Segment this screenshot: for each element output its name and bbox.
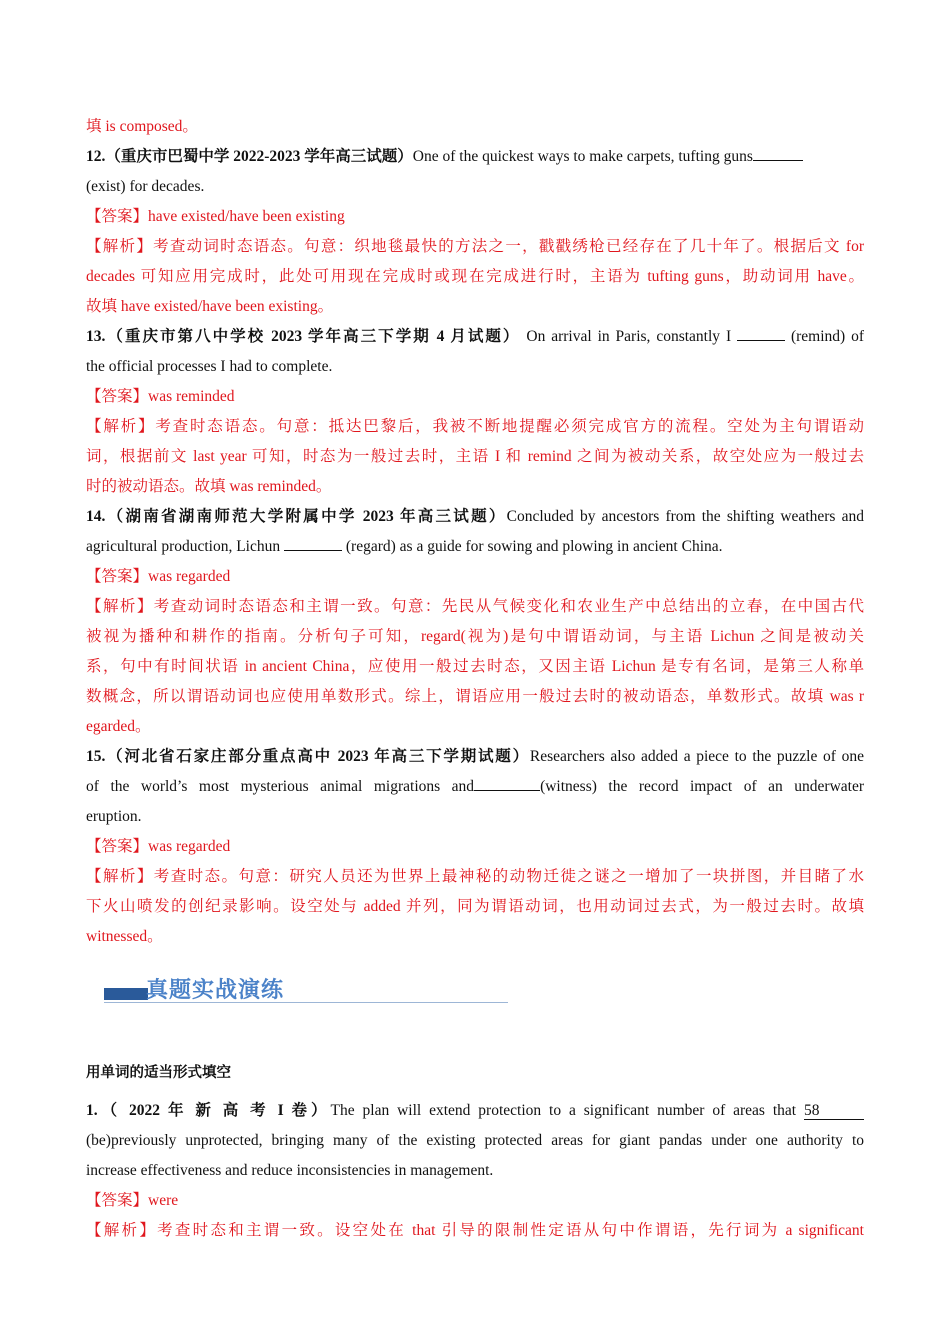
analysis-line: egarded。 bbox=[86, 718, 151, 735]
analysis-line: 故填 have existed/have been existing。 bbox=[86, 298, 334, 315]
question-label: 15.（河北省石家庄部分重点高中 2023 年高三下学期试题） bbox=[86, 748, 530, 765]
answer-blank bbox=[753, 145, 803, 161]
question-text: (regard) as a guide for sowing and plowing in ancient China. bbox=[342, 538, 723, 555]
question-text-line bbox=[86, 532, 864, 562]
document-content bbox=[86, 112, 864, 1246]
question-15 bbox=[86, 742, 864, 772]
question-text: (exist) for decades. bbox=[86, 178, 205, 195]
question-text: (witness) the record impact of an underwater bbox=[540, 778, 864, 795]
question-13 bbox=[86, 322, 864, 352]
analysis-line: 【解析】考查动词时态语态。句意：织地毯最快的方法之一，戳戳绣枪已经存在了几十年了。根据后文 for bbox=[86, 238, 864, 255]
question-text: On arrival in Paris, constantly I bbox=[520, 328, 738, 345]
question-text: The plan will extend protection to a significant number of areas that bbox=[330, 1102, 797, 1119]
question-text-line bbox=[86, 772, 864, 802]
question-text: eruption. bbox=[86, 808, 142, 825]
answer-line: 【答案】was reminded bbox=[86, 388, 235, 405]
question-label: 14.（湖南省湖南师范大学附属中学 2023 年高三试题） bbox=[86, 508, 507, 525]
analysis-line: 词，根据前文 last year 可知，时态为一般过去时，主语 I 和 remind 之间为被动关系，故空处应为一般过去 bbox=[86, 448, 864, 465]
question-text: of the world’s most mysterious animal migrations and bbox=[86, 778, 475, 795]
analysis-line: 下火山喷发的创纪录影响。设空处与 added 并列，同为谓语动词，也用动词过去式，为一般过去时。故填 bbox=[86, 898, 864, 915]
analysis-line: 被视为播种和耕作的指南。分析句子可知，regard(视为)是句中谓语动词，与主语 Lichun 之间是被动关 bbox=[86, 628, 864, 645]
section-banner bbox=[86, 974, 864, 1054]
analysis-line: 填 is composed。 bbox=[86, 118, 198, 135]
answer-line: 【答案】were bbox=[86, 1192, 179, 1209]
question-text: the official processes I had to complete. bbox=[86, 358, 333, 375]
question-text: (remind) of bbox=[785, 328, 864, 345]
question-1 bbox=[86, 1096, 864, 1126]
question-text: agricultural production, Lichun bbox=[86, 538, 284, 555]
question-text: Concluded by ancestors from the shifting weathers and bbox=[506, 508, 864, 525]
answer-blank bbox=[737, 325, 785, 341]
analysis-line: 【解析】考查动词时态语态和主谓一致。句意：先民从气候变化和农业生产中总结出的立春，在中国古代 bbox=[86, 598, 864, 615]
answer-line: 【答案】was regarded bbox=[86, 568, 231, 585]
question-text: (be)previously unprotected, bringing many of the existing protected areas for giant pandas under one authority to bbox=[86, 1132, 864, 1149]
question-14 bbox=[86, 502, 864, 532]
analysis-line: 【解析】考查时态和主谓一致。设空处在 that 引导的限制性定语从句中作谓语，先行词为 a significant bbox=[86, 1222, 864, 1239]
question-label: 12.（重庆市巴蜀中学 2022-2023 学年高三试题） bbox=[86, 148, 413, 165]
analysis-line: 数概念，所以谓语动词也应使用单数形式。综上，谓语应用一般过去时的被动语态，单数形式。故填 was r bbox=[86, 688, 864, 705]
analysis-line: 系，句中有时间状语 in ancient China，应使用一般过去时态，又因主语 Lichun 是专有名词，是第三人称单 bbox=[86, 658, 864, 675]
question-12 bbox=[86, 142, 864, 172]
question-text: Researchers also added a piece to the puzzle of one bbox=[529, 748, 864, 765]
answer-blank-number: 58 bbox=[804, 1103, 864, 1120]
analysis-line: 【解析】考查时态语态。句意：抵达巴黎后，我被不断地提醒必须完成官方的流程。空处为主句谓语动 bbox=[86, 418, 864, 435]
answer-line: 【答案】have existed/have been existing bbox=[86, 208, 345, 225]
analysis-line: witnessed。 bbox=[86, 928, 163, 945]
analysis-line: 【解析】考查时态。句意：研究人员还为世界上最神秘的动物迁徙之谜之一增加了一块拼图，并目睹了水 bbox=[86, 868, 864, 885]
question-label: 13.（重庆市第八中学校 2023 学年高三下学期 4 月试题） bbox=[86, 328, 521, 345]
section-instruction: 用单词的适当形式填空 bbox=[86, 1065, 231, 1081]
section-title: 真题实战演练 bbox=[146, 978, 285, 1003]
question-label: 1.（ 2022 年 新 高 考 I 卷） bbox=[86, 1102, 331, 1119]
banner-bar bbox=[104, 988, 148, 1000]
answer-blank bbox=[284, 535, 342, 551]
analysis-line: 时的被动语态。故填 was reminded。 bbox=[86, 478, 332, 495]
analysis-line: decades 可知应用完成时，此处可用现在完成时或现在完成进行时，主语为 tufting guns，助动词用 have。 bbox=[86, 268, 864, 285]
answer-blank bbox=[474, 775, 540, 791]
question-text: One of the quickest ways to make carpets, tufting guns bbox=[412, 148, 753, 165]
answer-line: 【答案】was regarded bbox=[86, 838, 231, 855]
question-text: increase effectiveness and reduce inconsistencies in management. bbox=[86, 1162, 494, 1179]
